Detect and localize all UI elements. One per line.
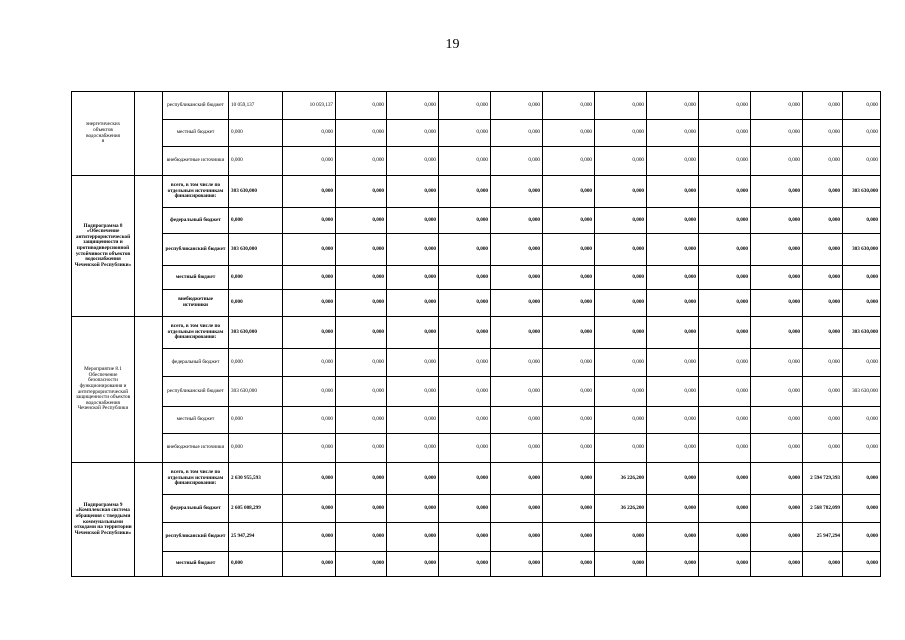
- value-cell: 0,000: [336, 495, 387, 523]
- value-cell: 0,000: [647, 234, 699, 266]
- value-cell: 0,000: [751, 290, 803, 317]
- value-cell: 0,000: [283, 407, 336, 434]
- value-cell: 10 059,137: [229, 92, 283, 120]
- value-cell: 0,000: [387, 266, 439, 290]
- value-cell: 0,000: [843, 349, 881, 377]
- value-cell: 0,000: [491, 266, 543, 290]
- value-cell: 0,000: [647, 92, 699, 120]
- funding-source: местный бюджет: [163, 407, 229, 434]
- value-cell: 0,000: [439, 407, 491, 434]
- value-cell: 0,000: [751, 523, 803, 552]
- value-cell: 0,000: [803, 266, 843, 290]
- value-cell: 0,000: [595, 349, 647, 377]
- value-cell: 0,000: [647, 317, 699, 349]
- table-row: [72, 120, 881, 147]
- value-cell: 0,000: [647, 176, 699, 208]
- value-cell: 0,000: [283, 176, 336, 208]
- value-cell: 0,000: [229, 120, 283, 147]
- value-cell: 0,000: [491, 176, 543, 208]
- value-cell: 0,000: [439, 377, 491, 407]
- value-cell: 0,000: [543, 349, 595, 377]
- value-cell: 0,000: [229, 407, 283, 434]
- value-cell: 0,000: [439, 266, 491, 290]
- table-row: [72, 552, 881, 577]
- value-cell: 0,000: [843, 552, 881, 577]
- value-cell: 0,000: [491, 523, 543, 552]
- value-cell: 0,000: [803, 434, 843, 463]
- value-cell: 0,000: [699, 407, 751, 434]
- value-cell: 0,000: [491, 463, 543, 495]
- program-name: энергетических объектов водоснабжения я: [72, 92, 135, 176]
- value-cell: 0,000: [751, 407, 803, 434]
- value-cell: 0,000: [439, 92, 491, 120]
- funding-source: внебюджетные источники: [163, 434, 229, 463]
- value-cell: 0,000: [543, 208, 595, 234]
- value-cell: 0,000: [387, 290, 439, 317]
- funding-source: внебюджетные источники: [163, 147, 229, 176]
- program-name: Мероприятие 8.1 Обеспечение безопасности функционирования и антитеррористической защищенности объектов водоснабжения Чеченской Республики: [72, 317, 135, 463]
- empty-cell: [135, 317, 163, 463]
- value-cell: 0,000: [699, 176, 751, 208]
- table-row: [72, 290, 881, 317]
- value-cell: 0,000: [283, 147, 336, 176]
- value-cell: 0,000: [336, 176, 387, 208]
- value-cell: 0,000: [843, 266, 881, 290]
- value-cell: 0,000: [491, 349, 543, 377]
- budget-table: [71, 91, 881, 577]
- value-cell: 303 630,000: [843, 377, 881, 407]
- value-cell: 0,000: [543, 92, 595, 120]
- value-cell: 0,000: [387, 434, 439, 463]
- value-cell: 0,000: [647, 147, 699, 176]
- value-cell: 2 630 955,593: [229, 463, 283, 495]
- value-cell: 0,000: [336, 463, 387, 495]
- value-cell: 0,000: [336, 317, 387, 349]
- value-cell: 0,000: [699, 317, 751, 349]
- value-cell: 0,000: [336, 266, 387, 290]
- value-cell: 0,000: [387, 463, 439, 495]
- value-cell: 0,000: [387, 120, 439, 147]
- value-cell: 0,000: [439, 523, 491, 552]
- funding-source: местный бюджет: [163, 552, 229, 577]
- value-cell: 0,000: [647, 377, 699, 407]
- value-cell: 0,000: [543, 147, 595, 176]
- value-cell: 0,000: [283, 290, 336, 317]
- value-cell: 0,000: [595, 176, 647, 208]
- value-cell: 0,000: [751, 552, 803, 577]
- page-number: 19: [445, 37, 460, 52]
- value-cell: 0,000: [543, 407, 595, 434]
- value-cell: 0,000: [491, 147, 543, 176]
- value-cell: 0,000: [751, 377, 803, 407]
- table-row: [72, 147, 881, 176]
- funding-source: федеральный бюджет: [163, 208, 229, 234]
- value-cell: 0,000: [595, 266, 647, 290]
- value-cell: 0,000: [543, 317, 595, 349]
- value-cell: 0,000: [647, 290, 699, 317]
- value-cell: 0,000: [491, 290, 543, 317]
- value-cell: 0,000: [647, 495, 699, 523]
- funding-source: республиканский бюджет: [163, 523, 229, 552]
- table-row: [72, 434, 881, 463]
- value-cell: 0,000: [751, 208, 803, 234]
- value-cell: 0,000: [336, 147, 387, 176]
- value-cell: 0,000: [751, 317, 803, 349]
- value-cell: 303 630,000: [229, 377, 283, 407]
- value-cell: 0,000: [543, 552, 595, 577]
- value-cell: 0,000: [439, 552, 491, 577]
- value-cell: 0,000: [336, 234, 387, 266]
- value-cell: 0,000: [803, 120, 843, 147]
- value-cell: 0,000: [439, 349, 491, 377]
- table-row: [72, 176, 881, 208]
- value-cell: 0,000: [647, 407, 699, 434]
- value-cell: 0,000: [647, 208, 699, 234]
- value-cell: 0,000: [543, 523, 595, 552]
- value-cell: 0,000: [543, 234, 595, 266]
- value-cell: 0,000: [491, 92, 543, 120]
- value-cell: 0,000: [387, 208, 439, 234]
- value-cell: 0,000: [843, 208, 881, 234]
- value-cell: 0,000: [699, 147, 751, 176]
- value-cell: 0,000: [491, 495, 543, 523]
- value-cell: 0,000: [595, 234, 647, 266]
- value-cell: 303 630,000: [229, 317, 283, 349]
- funding-source: республиканский бюджет: [163, 92, 229, 120]
- value-cell: 0,000: [283, 349, 336, 377]
- value-cell: 0,000: [283, 234, 336, 266]
- value-cell: 0,000: [229, 266, 283, 290]
- table-row: [72, 92, 881, 120]
- value-cell: 0,000: [699, 208, 751, 234]
- empty-cell: [135, 92, 163, 176]
- value-cell: 0,000: [439, 176, 491, 208]
- value-cell: 0,000: [843, 290, 881, 317]
- value-cell: 0,000: [647, 120, 699, 147]
- value-cell: 0,000: [283, 266, 336, 290]
- table-row: [72, 407, 881, 434]
- value-cell: 0,000: [803, 317, 843, 349]
- funding-source: республиканский бюджет: [163, 234, 229, 266]
- value-cell: 0,000: [751, 463, 803, 495]
- value-cell: 0,000: [803, 290, 843, 317]
- value-cell: 0,000: [439, 208, 491, 234]
- value-cell: 0,000: [803, 552, 843, 577]
- value-cell: 0,000: [803, 349, 843, 377]
- value-cell: 0,000: [336, 377, 387, 407]
- value-cell: 0,000: [387, 523, 439, 552]
- value-cell: 25 947,294: [803, 523, 843, 552]
- value-cell: 0,000: [595, 523, 647, 552]
- value-cell: 0,000: [751, 266, 803, 290]
- value-cell: 0,000: [387, 92, 439, 120]
- value-cell: 0,000: [387, 176, 439, 208]
- value-cell: 2 594 729,393: [803, 463, 843, 495]
- value-cell: 0,000: [843, 463, 881, 495]
- value-cell: 0,000: [843, 495, 881, 523]
- value-cell: 0,000: [595, 120, 647, 147]
- value-cell: 0,000: [229, 290, 283, 317]
- value-cell: 0,000: [387, 317, 439, 349]
- funding-source: федеральный бюджет: [163, 349, 229, 377]
- value-cell: 0,000: [647, 523, 699, 552]
- value-cell: 0,000: [751, 92, 803, 120]
- value-cell: 0,000: [803, 147, 843, 176]
- value-cell: 0,000: [699, 377, 751, 407]
- value-cell: 0,000: [491, 407, 543, 434]
- value-cell: 0,000: [283, 552, 336, 577]
- value-cell: 0,000: [699, 523, 751, 552]
- value-cell: 0,000: [803, 407, 843, 434]
- value-cell: 0,000: [439, 290, 491, 317]
- value-cell: 0,000: [439, 434, 491, 463]
- empty-cell: [135, 176, 163, 317]
- funding-source: всего, в том числе по отдельным источникам финансирования:: [163, 317, 229, 349]
- value-cell: 0,000: [543, 495, 595, 523]
- value-cell: 0,000: [543, 290, 595, 317]
- value-cell: 0,000: [699, 120, 751, 147]
- value-cell: 0,000: [699, 349, 751, 377]
- value-cell: 0,000: [229, 349, 283, 377]
- table-row: [72, 208, 881, 234]
- value-cell: 0,000: [803, 92, 843, 120]
- funding-source: федеральный бюджет: [163, 495, 229, 523]
- value-cell: 0,000: [543, 266, 595, 290]
- value-cell: 0,000: [595, 377, 647, 407]
- value-cell: 303 630,000: [843, 234, 881, 266]
- value-cell: 0,000: [229, 208, 283, 234]
- program-name: Подпрограмма 9 «Комплексная система обращения с твердыми коммунальными отходами на территории Чеченской Республики»: [72, 463, 135, 577]
- value-cell: 0,000: [803, 234, 843, 266]
- value-cell: 0,000: [647, 266, 699, 290]
- table-row: [72, 266, 881, 290]
- value-cell: 0,000: [336, 349, 387, 377]
- value-cell: 2 568 782,099: [803, 495, 843, 523]
- value-cell: 0,000: [387, 349, 439, 377]
- value-cell: 0,000: [595, 552, 647, 577]
- funding-source: внебюджетные источники: [163, 290, 229, 317]
- value-cell: 0,000: [491, 377, 543, 407]
- funding-source: местный бюджет: [163, 120, 229, 147]
- value-cell: 0,000: [387, 377, 439, 407]
- value-cell: 0,000: [699, 234, 751, 266]
- value-cell: 0,000: [491, 552, 543, 577]
- value-cell: 0,000: [229, 552, 283, 577]
- value-cell: 0,000: [751, 495, 803, 523]
- value-cell: 0,000: [647, 463, 699, 495]
- value-cell: 0,000: [595, 317, 647, 349]
- value-cell: 0,000: [543, 120, 595, 147]
- value-cell: 0,000: [229, 434, 283, 463]
- value-cell: 0,000: [491, 120, 543, 147]
- value-cell: 0,000: [647, 349, 699, 377]
- value-cell: 0,000: [751, 147, 803, 176]
- value-cell: 0,000: [387, 147, 439, 176]
- value-cell: 0,000: [283, 208, 336, 234]
- value-cell: 0,000: [751, 120, 803, 147]
- value-cell: 0,000: [439, 495, 491, 523]
- value-cell: 303 630,000: [843, 317, 881, 349]
- value-cell: 0,000: [336, 523, 387, 552]
- value-cell: 0,000: [336, 208, 387, 234]
- value-cell: 0,000: [283, 523, 336, 552]
- value-cell: 0,000: [283, 317, 336, 349]
- value-cell: 0,000: [283, 495, 336, 523]
- value-cell: 0,000: [843, 407, 881, 434]
- value-cell: 0,000: [803, 377, 843, 407]
- value-cell: 0,000: [803, 208, 843, 234]
- value-cell: 0,000: [843, 92, 881, 120]
- funding-source: республиканский бюджет: [163, 377, 229, 407]
- table-row: [72, 234, 881, 266]
- value-cell: 0,000: [699, 552, 751, 577]
- value-cell: 0,000: [336, 552, 387, 577]
- value-cell: 0,000: [387, 552, 439, 577]
- value-cell: 303 630,000: [229, 176, 283, 208]
- value-cell: 0,000: [843, 120, 881, 147]
- value-cell: 36 226,200: [595, 495, 647, 523]
- value-cell: 0,000: [543, 377, 595, 407]
- value-cell: 0,000: [387, 234, 439, 266]
- value-cell: 0,000: [647, 434, 699, 463]
- value-cell: 0,000: [336, 290, 387, 317]
- value-cell: 0,000: [387, 407, 439, 434]
- value-cell: 0,000: [699, 463, 751, 495]
- table-row: [72, 377, 881, 407]
- value-cell: 0,000: [595, 407, 647, 434]
- value-cell: 0,000: [751, 349, 803, 377]
- value-cell: 0,000: [491, 317, 543, 349]
- table-row: [72, 495, 881, 523]
- value-cell: 0,000: [595, 208, 647, 234]
- value-cell: 0,000: [491, 434, 543, 463]
- value-cell: 0,000: [543, 434, 595, 463]
- funding-source: местный бюджет: [163, 266, 229, 290]
- value-cell: 0,000: [283, 463, 336, 495]
- value-cell: 0,000: [595, 147, 647, 176]
- value-cell: 0,000: [491, 208, 543, 234]
- value-cell: 0,000: [439, 147, 491, 176]
- table-row: [72, 463, 881, 495]
- table-row: [72, 349, 881, 377]
- value-cell: 0,000: [439, 317, 491, 349]
- value-cell: 0,000: [751, 234, 803, 266]
- value-cell: 303 630,000: [229, 234, 283, 266]
- value-cell: 0,000: [439, 234, 491, 266]
- value-cell: 2 605 008,299: [229, 495, 283, 523]
- value-cell: 0,000: [647, 552, 699, 577]
- value-cell: 0,000: [751, 176, 803, 208]
- value-cell: 0,000: [699, 92, 751, 120]
- funding-source: всего, в том числе по отдельным источникам финансирования:: [163, 176, 229, 208]
- value-cell: 0,000: [229, 147, 283, 176]
- value-cell: 0,000: [751, 434, 803, 463]
- value-cell: 0,000: [595, 92, 647, 120]
- value-cell: 0,000: [843, 147, 881, 176]
- value-cell: 0,000: [439, 463, 491, 495]
- empty-cell: [135, 463, 163, 577]
- value-cell: 0,000: [491, 234, 543, 266]
- value-cell: 0,000: [803, 176, 843, 208]
- value-cell: 0,000: [543, 176, 595, 208]
- value-cell: 0,000: [843, 434, 881, 463]
- value-cell: 10 059,137: [283, 92, 336, 120]
- value-cell: 0,000: [699, 434, 751, 463]
- value-cell: 0,000: [699, 266, 751, 290]
- value-cell: 0,000: [336, 434, 387, 463]
- value-cell: 0,000: [543, 463, 595, 495]
- value-cell: 25 947,294: [229, 523, 283, 552]
- table-row: [72, 317, 881, 349]
- value-cell: 0,000: [843, 523, 881, 552]
- value-cell: 0,000: [283, 120, 336, 147]
- value-cell: 0,000: [439, 120, 491, 147]
- value-cell: 0,000: [699, 290, 751, 317]
- table-row: [72, 523, 881, 552]
- value-cell: 0,000: [699, 495, 751, 523]
- program-name: Подпрограмма 8 «Обеспечение антитеррористической защищенности и противодиверсионной устойчивости объектов водоснабжения Чеченской Республики»: [72, 176, 135, 317]
- value-cell: 0,000: [336, 407, 387, 434]
- value-cell: 0,000: [336, 92, 387, 120]
- funding-source: всего, в том числе по отдельным источникам финансирования:: [163, 463, 229, 495]
- value-cell: 303 630,000: [843, 176, 881, 208]
- value-cell: 0,000: [387, 495, 439, 523]
- value-cell: 0,000: [595, 434, 647, 463]
- value-cell: 0,000: [283, 377, 336, 407]
- value-cell: 0,000: [283, 434, 336, 463]
- value-cell: 0,000: [336, 120, 387, 147]
- value-cell: 0,000: [595, 290, 647, 317]
- value-cell: 36 226,200: [595, 463, 647, 495]
